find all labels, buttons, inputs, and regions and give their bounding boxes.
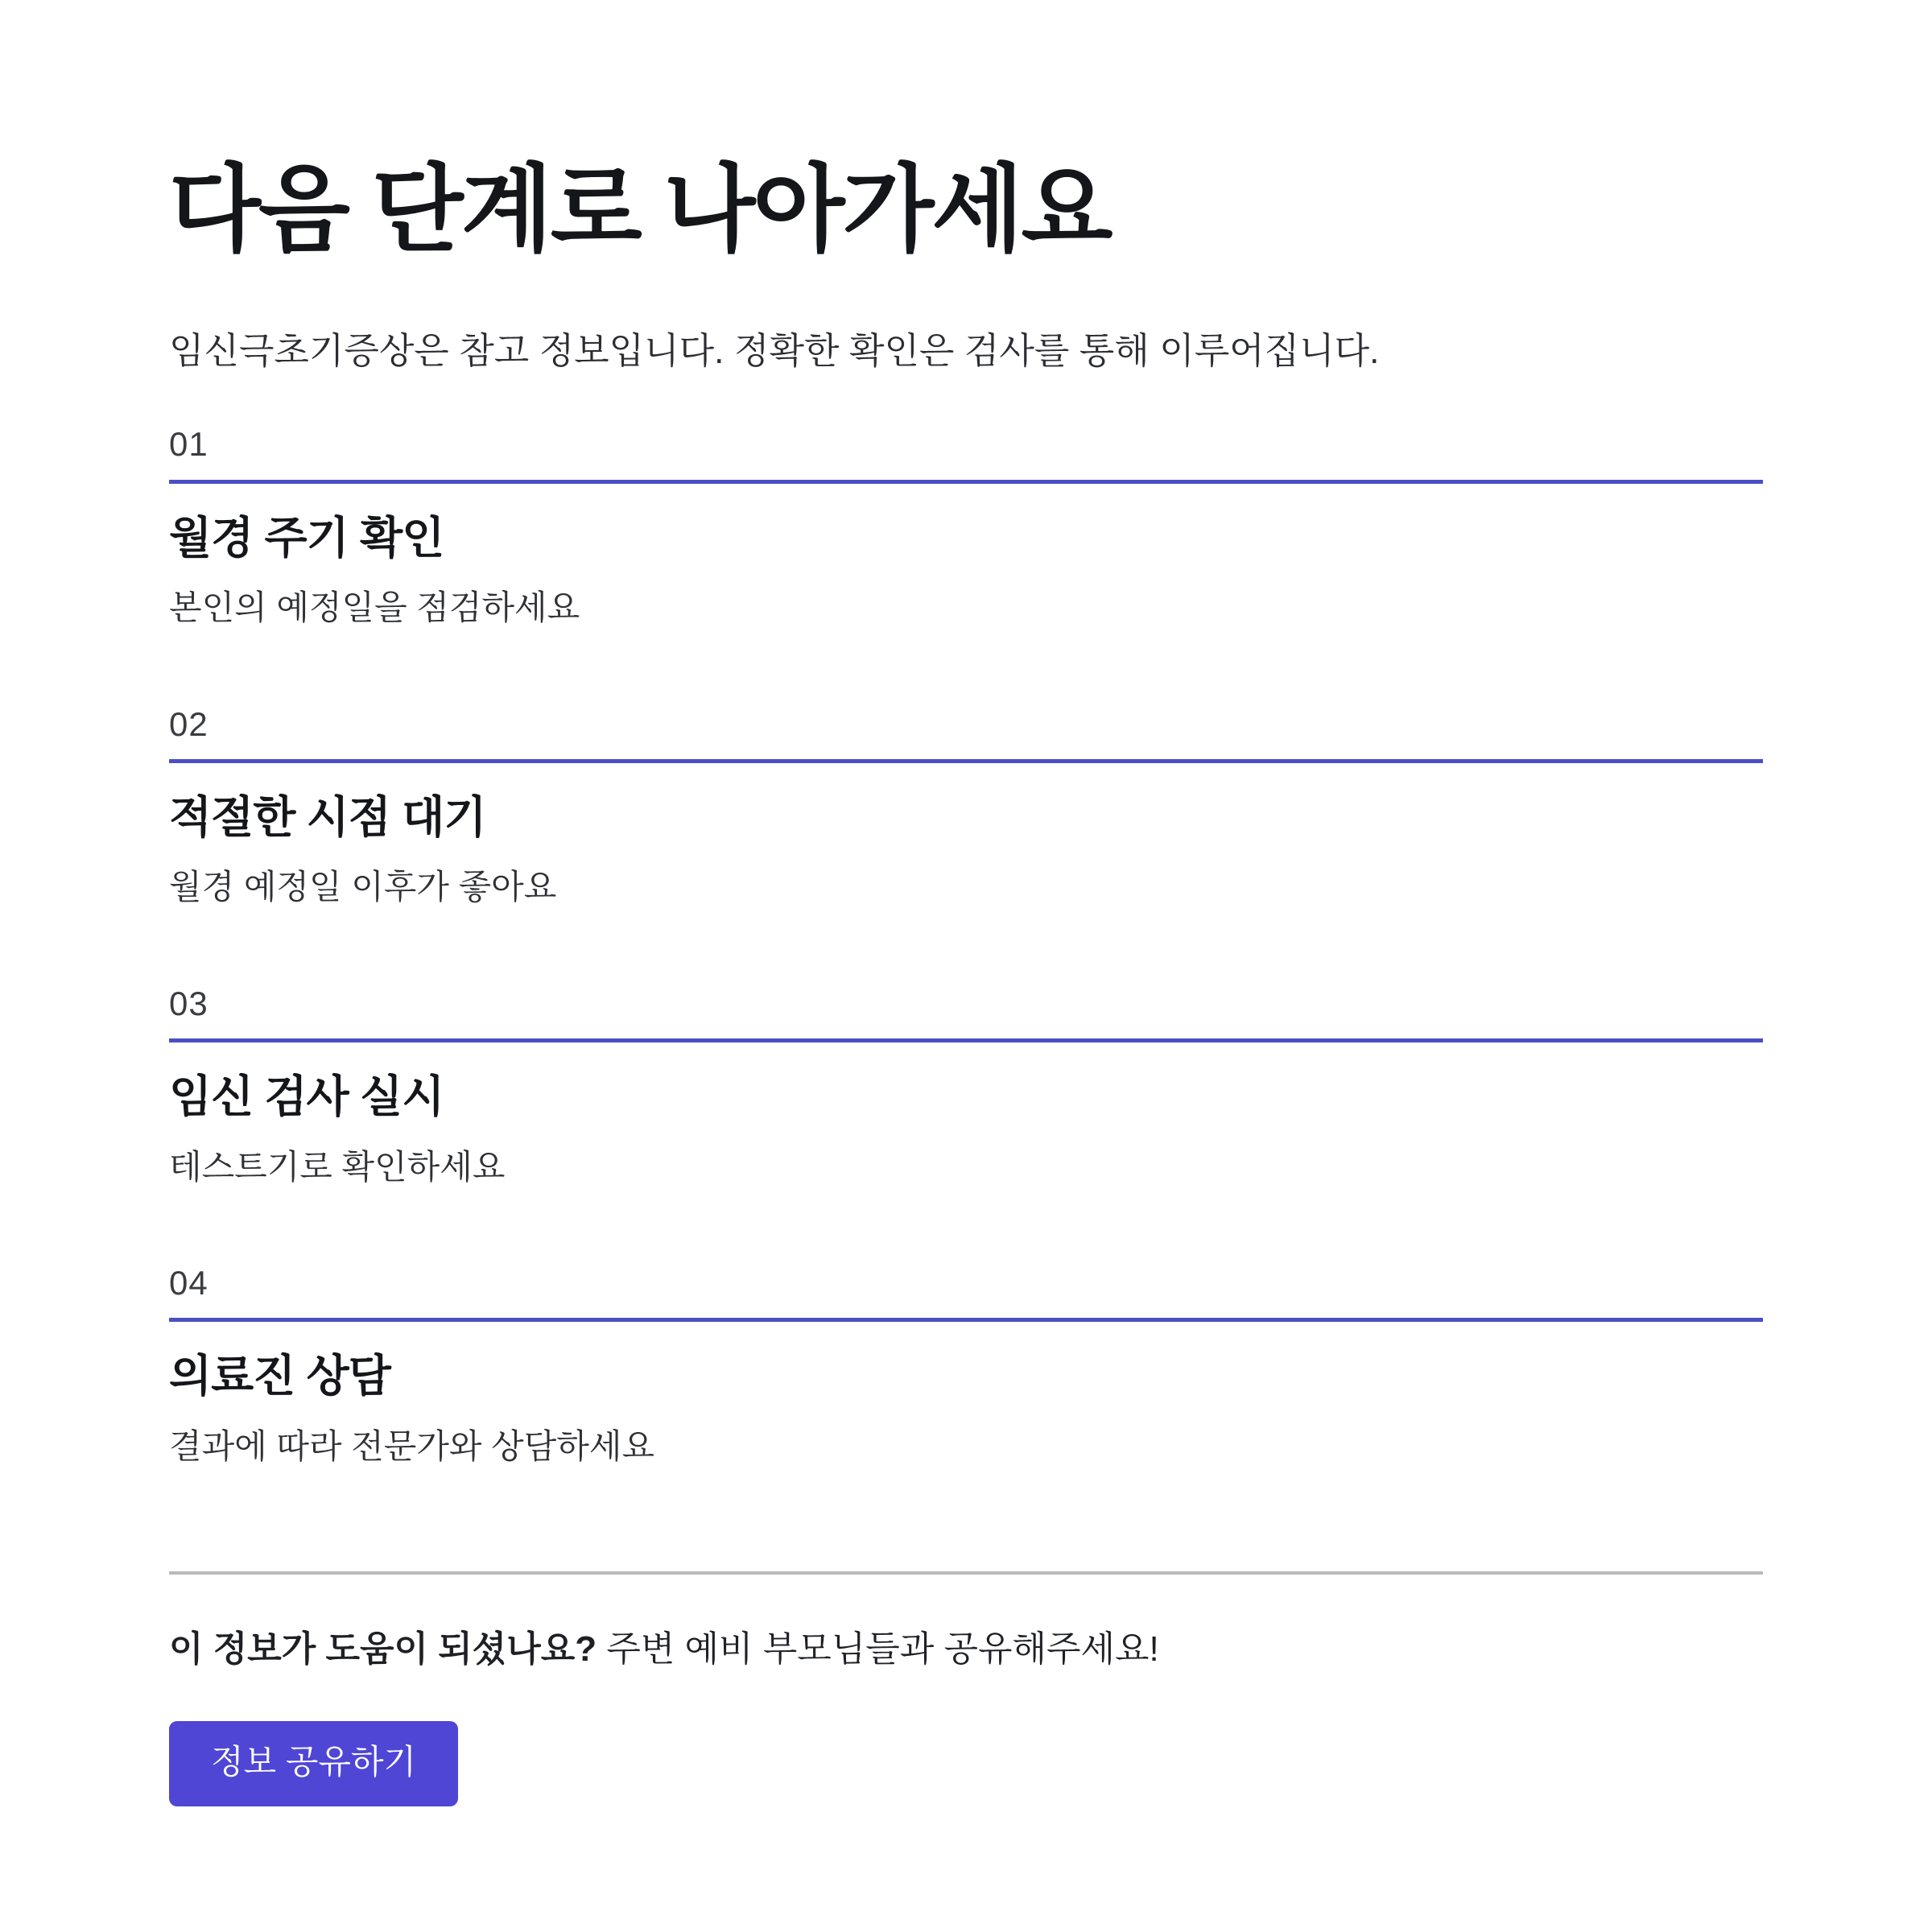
share-button[interactable]: 정보 공유하기: [169, 1721, 458, 1806]
page-title: 다음 단계로 나아가세요: [169, 157, 1111, 263]
step-divider: [169, 759, 1763, 763]
share-prompt-invite: 주변 예비 부모님들과 공유해주세요!: [597, 1629, 1159, 1670]
step-divider: [169, 480, 1763, 484]
list-item: [169, 704, 1763, 910]
footer-section: [169, 1571, 1763, 1806]
step-description: 결과에 따라 전문가와 상담하세요: [169, 1426, 655, 1465]
share-prompt: [169, 1624, 1763, 1674]
step-title: 임신 검사 실시: [169, 1071, 444, 1122]
intro-text: 임신극초기증상은 참고 정보입니다. 정확한 확인은 검사를 통해 이루어집니다.: [169, 329, 1380, 371]
step-number: 04: [169, 1264, 208, 1302]
share-prompt-question: 이 정보가 도움이 되셨나요?: [169, 1629, 597, 1670]
list-item: [169, 984, 1763, 1189]
step-description: 월경 예정일 이후가 좋아요: [169, 868, 557, 906]
step-number: 02: [169, 704, 208, 743]
step-divider: [169, 1038, 1763, 1042]
step-title: 의료진 상담: [169, 1351, 390, 1402]
step-number: 03: [169, 984, 208, 1022]
step-title: 적절한 시점 대기: [169, 792, 486, 843]
steps-list: [169, 424, 1763, 1468]
footer-divider: [169, 1571, 1763, 1575]
step-number: 01: [169, 425, 208, 464]
step-description: 테스트기로 확인하세요: [169, 1147, 506, 1186]
list-item: [169, 424, 1763, 630]
step-description: 본인의 예정일을 점검하세요: [169, 588, 580, 627]
step-title: 월경 주기 확인: [169, 512, 444, 563]
step-divider: [169, 1318, 1763, 1322]
list-item: [169, 1263, 1763, 1468]
